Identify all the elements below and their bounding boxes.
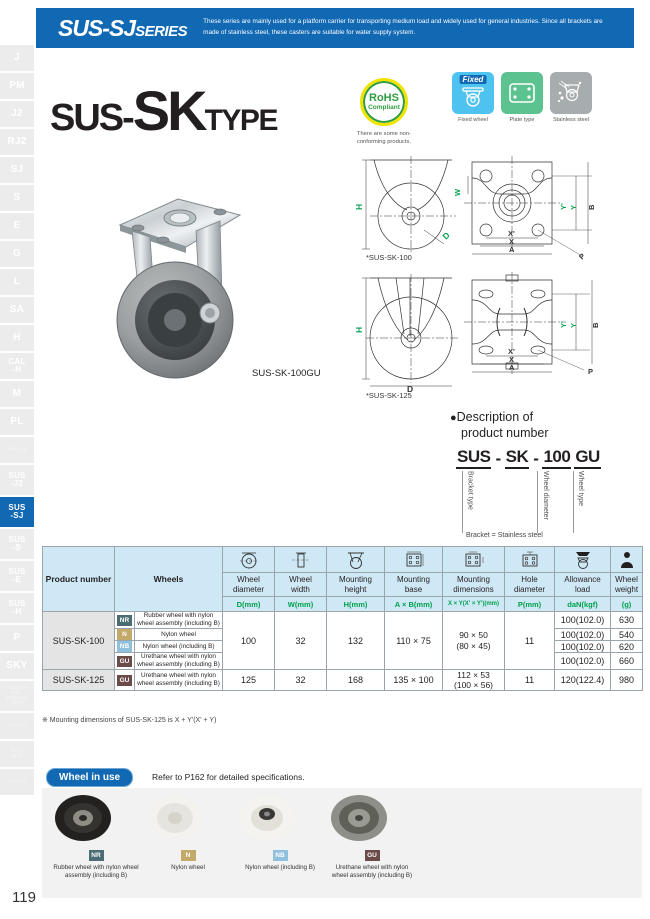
- sidebar-item-g[interactable]: [0, 241, 34, 267]
- sidebar-item-special[interactable]: [0, 713, 34, 739]
- header-name-line1: Mounting: [339, 574, 372, 584]
- svg-text:W: W: [453, 188, 462, 196]
- product-photo-label: SUS-SK-100GU: [252, 368, 321, 379]
- cell-product-number: SUS-SK-100: [43, 612, 115, 670]
- sidebar-item-label: SJ: [10, 164, 24, 175]
- sidebar-item-label: SA: [9, 304, 25, 315]
- rohs-note: There are some non-conforming products.: [356, 131, 412, 146]
- cell-wheel-description: Rubber wheel with nylon wheel assembly (including B): [135, 612, 223, 629]
- plate-type-icon: [501, 72, 543, 114]
- wheel-code-badge: GU: [117, 675, 132, 686]
- cell-wheel-width: 32: [275, 612, 327, 670]
- badge-caption-stainless-steel: Stainless steel: [552, 117, 590, 123]
- sidebar-item-label: SKY: [6, 660, 28, 671]
- header-name-line1: Wheel: [615, 574, 638, 584]
- wheel-code-badge: N: [117, 629, 132, 640]
- cell-wheel-weight: 660: [611, 653, 643, 670]
- cell-mounting-height: 168: [327, 670, 385, 691]
- header-name-4: [443, 573, 505, 597]
- wheel-in-use-item-nb: [236, 794, 324, 881]
- drawing-caption-top: *SUS-SK-100: [366, 253, 412, 262]
- wheel-code-badge: [144, 844, 232, 862]
- description-box-title: [450, 410, 646, 441]
- sidebar-item-label: SUS: [8, 535, 26, 544]
- sidebar-item-e[interactable]: [0, 213, 34, 239]
- wheel-in-use-panel: [42, 788, 642, 898]
- sidebar-item-label: Special: [7, 722, 27, 729]
- sidebar-item-label: -E: [12, 575, 22, 584]
- cell-wheel-weight: 980: [611, 670, 643, 691]
- header-name-line2: width: [291, 584, 310, 594]
- pn-segment-type: SK: [505, 447, 530, 469]
- svg-text:H: H: [354, 326, 364, 333]
- header-name-line1: Mounting: [457, 574, 490, 584]
- svg-text:B: B: [591, 322, 600, 328]
- pn-segment-diameter: 100: [542, 447, 571, 469]
- cell-allowance-load: 120(122.4): [555, 670, 611, 691]
- allowance-load-icon: [555, 547, 611, 573]
- rohs-compliant-block: [348, 78, 420, 147]
- wheel-in-use-item-nr: [52, 794, 140, 881]
- cell-allowance-load: 100(102.0): [555, 641, 611, 653]
- wheel-in-use-item-gu: [328, 794, 416, 881]
- header-name-line1: Mounting: [397, 574, 430, 584]
- wheel-weight-icon: [611, 547, 643, 573]
- header-unit-3: A × B(mm): [385, 597, 443, 612]
- stainless-steel-icon: [550, 72, 592, 114]
- wheel-code-label: NB: [273, 850, 288, 861]
- svg-text:Y': Y': [559, 203, 568, 210]
- sidebar-item-label: PM: [9, 80, 25, 91]
- sidebar-item-sus--j2[interactable]: [0, 465, 34, 495]
- header-name-line1: Allowance: [564, 574, 601, 584]
- sidebar-item-l[interactable]: [0, 269, 34, 295]
- header-unit-4: X × Y(X' × Y')(mm): [443, 597, 505, 612]
- description-title-line1: Description of: [456, 410, 534, 424]
- sidebar-item-easy-lock[interactable]: [0, 741, 34, 767]
- drawing-caption-bottom: *SUS-SK-125: [366, 391, 412, 400]
- svg-text:P: P: [588, 367, 594, 376]
- header-unit-0: D(mm): [223, 597, 275, 612]
- cell-wheel-code: [115, 641, 135, 653]
- cell-wheel-code: [115, 670, 135, 691]
- wheel-code-label: N: [181, 850, 196, 861]
- header-unit-1: W(mm): [275, 597, 327, 612]
- header-name-3: [385, 573, 443, 597]
- header-unit-2: H(mm): [327, 597, 385, 612]
- sidebar-item-p[interactable]: [0, 625, 34, 651]
- sidebar-item-j[interactable]: [0, 45, 34, 71]
- sidebar-item-m[interactable]: [0, 381, 34, 407]
- pn-segment-bracket: SUS: [456, 447, 491, 469]
- cell-wheel-code: [115, 629, 135, 641]
- sidebar-item-sus--e[interactable]: [0, 561, 34, 591]
- product-number-breakdown: [450, 447, 646, 469]
- cell-allowance-load: 100(102.0): [555, 612, 611, 629]
- cell-wheel-description: Urethane wheel with nylon wheel assembly (including B): [135, 653, 223, 670]
- sidebar-item-label: RJ2: [7, 136, 27, 147]
- sidebar-item-sky[interactable]: [0, 653, 34, 679]
- sidebar-item-j2[interactable]: [0, 101, 34, 127]
- sidebar-item-s[interactable]: [0, 185, 34, 211]
- sidebar-item-label: CAL: [8, 357, 26, 366]
- wheel-code-badge: NR: [117, 615, 132, 626]
- bracket-material-note: Bracket = Stainless steel: [466, 532, 543, 539]
- table-header-icon-row: [43, 547, 643, 573]
- sidebar-item-label: -SJ: [10, 511, 24, 520]
- cell-wheel-description: Nylon wheel (including B): [135, 641, 223, 653]
- page-title-prefix: SUS-: [50, 97, 133, 139]
- cell-mounting-base: 110 × 75: [385, 612, 443, 670]
- badge-caption-plate-type: Plate type: [509, 117, 535, 123]
- header-name-0: [223, 573, 275, 597]
- cell-wheel-code: [115, 612, 135, 629]
- cell-wheel-width: 32: [275, 670, 327, 691]
- badge-stainless-steel: [550, 72, 592, 124]
- wheel-code-label: GU: [365, 850, 380, 861]
- sidebar-item-sus--h[interactable]: [0, 593, 34, 623]
- hole-diameter-icon: [505, 547, 555, 573]
- sidebar-item-label: SUS: [8, 503, 26, 512]
- svg-text:D: D: [440, 230, 452, 242]
- sidebar-item-label: SUS: [8, 471, 26, 480]
- sidebar-item-label: SUS: [8, 599, 26, 608]
- sidebar-item-label: -H: [12, 607, 22, 616]
- page-number: 119: [12, 889, 36, 906]
- table-row: [43, 670, 643, 691]
- header-product-number: Product number: [43, 547, 115, 612]
- sidebar-item-label: lock: [11, 753, 23, 759]
- legend-wheel-diameter: Wheel diameter: [537, 471, 548, 533]
- sidebar-item-sus--sj[interactable]: [0, 497, 34, 527]
- wheel-diameter-icon: [223, 547, 275, 573]
- header-name-line2: dimensions: [453, 584, 494, 594]
- wheel-caption: Nylon wheel: [171, 864, 205, 871]
- header-name-2: [327, 573, 385, 597]
- series-header-banner: [36, 8, 634, 48]
- svg-text:A: A: [509, 245, 515, 254]
- product-number-description-box: [450, 410, 646, 533]
- pn-segment-wheel-type: GU: [574, 447, 601, 469]
- rohs-label-line1: RoHS: [369, 91, 399, 104]
- header-name-line2: weight: [614, 584, 639, 594]
- svg-text:Y: Y: [569, 322, 578, 328]
- series-title: [36, 15, 187, 42]
- page-title: [50, 78, 277, 143]
- bullet-icon: ●: [450, 412, 457, 424]
- header-name-line1: Hole: [521, 574, 538, 584]
- header-name-6: [555, 573, 611, 597]
- description-title-line2: product number: [461, 425, 549, 440]
- mounting-dimensions-icon: [443, 547, 505, 573]
- table-footnote: ※ Mounting dimensions of SUS-SK-125 is X + Y'(X' + Y): [42, 717, 217, 724]
- header-name-line2: diameter: [513, 584, 546, 594]
- rohs-label-line2: Compliant: [368, 103, 400, 111]
- page-title-model: SK: [132, 79, 205, 142]
- cell-wheel-diameter: 125: [223, 670, 275, 691]
- sidebar-item-label: Easy: [10, 748, 24, 754]
- sidebar-item-label: -S: [12, 543, 22, 552]
- wheel-width-icon: [275, 547, 327, 573]
- fixed-wheel-icon: [452, 72, 494, 114]
- cell-wheel-weight: 630: [611, 612, 643, 629]
- legend-wheel-type: Wheel type: [573, 471, 584, 533]
- cell-mounting-height: 132: [327, 612, 385, 670]
- mounting-base-icon: [385, 547, 443, 573]
- sidebar-item-label: L: [13, 276, 21, 287]
- wheel-photo-nr: [52, 794, 140, 842]
- product-photo: [108, 185, 273, 385]
- legend-bracket-type: Bracket type: [462, 471, 473, 533]
- cell-wheel-weight: 620: [611, 641, 643, 653]
- svg-text:X': X': [508, 229, 515, 238]
- pn-dash-2: -: [533, 449, 539, 469]
- sidebar-item-label: M: [12, 388, 22, 399]
- wheel-in-use-item-n: [144, 794, 232, 881]
- sidebar-item-sj[interactable]: [0, 157, 34, 183]
- series-title-suffix: SERIES: [135, 22, 188, 40]
- fixed-tag-label: Fixed: [460, 75, 487, 84]
- header-name-line2: load: [574, 584, 591, 594]
- wheel-photo-gu: [328, 794, 416, 842]
- sidebar-item-sus--s[interactable]: [0, 529, 34, 559]
- sidebar-item-label: Wheels: [7, 778, 27, 785]
- sidebar-item-label: H: [13, 332, 21, 343]
- svg-text:X': X': [508, 347, 515, 356]
- svg-text:B: B: [587, 204, 596, 210]
- svg-text:Y: Y: [569, 204, 578, 210]
- wheel-in-use-label: Wheel in use: [46, 768, 133, 787]
- feature-badges: [452, 72, 592, 124]
- cell-mounting-dimensions: 112 × 53 (100 × 56): [443, 670, 505, 691]
- wheel-photo-n: [144, 794, 232, 842]
- product-number-legends: [450, 471, 646, 533]
- header-name-5: [505, 573, 555, 597]
- header-name-1: [275, 573, 327, 597]
- badge-plate-type: [501, 72, 543, 124]
- sidebar-item-label: -J2: [10, 479, 24, 488]
- sidebar-item-label: Support with adjuster foot: [6, 685, 28, 706]
- svg-text:D: D: [407, 384, 414, 394]
- specification-table: [42, 546, 643, 691]
- table-row: [43, 612, 643, 629]
- sidebar-item-wheels[interactable]: [0, 769, 34, 795]
- sidebar-item-label: G: [12, 248, 22, 259]
- header-name-7: [611, 573, 643, 597]
- svg-text:X: X: [509, 355, 515, 364]
- cell-wheel-weight: 540: [611, 629, 643, 641]
- wheel-in-use-items: [42, 788, 642, 881]
- header-unit-7: (g): [611, 597, 643, 612]
- header-unit-5: P(mm): [505, 597, 555, 612]
- cell-allowance-load: 100(102.0): [555, 629, 611, 641]
- sidebar-item-label: J2: [11, 108, 23, 119]
- table-head: [43, 547, 643, 612]
- header-name-line2: height: [344, 584, 367, 594]
- pn-dash-1: -: [495, 449, 501, 469]
- cell-wheel-code: [115, 653, 135, 670]
- wheel-in-use-reference: Refer to P162 for detailed specifications.: [152, 772, 305, 782]
- sidebar-tabs: [0, 45, 36, 797]
- sidebar-item-label: S: [13, 192, 21, 203]
- series-title-main: SUS-SJ: [58, 14, 136, 41]
- sidebar-item-support-with-adjuster-foot[interactable]: [0, 681, 34, 711]
- svg-text:X: X: [509, 237, 515, 246]
- rohs-icon: [360, 78, 408, 126]
- sidebar-item-label: E: [13, 220, 21, 231]
- sidebar-item-label: P: [13, 632, 21, 643]
- sidebar-item-label: Silence: [7, 446, 27, 453]
- svg-text:H: H: [354, 203, 364, 210]
- page-title-suffix: TYPE: [204, 104, 277, 137]
- cell-mounting-dimensions: 90 × 50 (80 × 45): [443, 612, 505, 670]
- svg-text:P: P: [577, 251, 587, 262]
- sidebar-item-sa[interactable]: [0, 297, 34, 323]
- cell-hole-diameter: 11: [505, 612, 555, 670]
- header-unit-6: daN(kgf): [555, 597, 611, 612]
- mounting-height-icon: [327, 547, 385, 573]
- wheel-code-label: NR: [89, 850, 104, 861]
- wheel-photo-nb: [236, 794, 324, 842]
- sidebar-item-rj2[interactable]: [0, 129, 34, 155]
- cell-wheel-description: Nylon wheel: [135, 629, 223, 641]
- wheel-caption: Urethane wheel with nylon wheel assembly (including B): [331, 864, 413, 880]
- sidebar-item-silence[interactable]: [0, 437, 34, 463]
- table-body: [43, 612, 643, 691]
- cell-wheel-diameter: 100: [223, 612, 275, 670]
- sidebar-item-label: PL: [10, 416, 24, 427]
- wheel-caption: Rubber wheel with nylon wheel assembly (including B): [53, 864, 139, 880]
- wheel-code-badge: [236, 844, 324, 862]
- header-name-line2: base: [404, 584, 423, 594]
- badge-caption-fixed-wheel: Fixed wheel: [458, 117, 488, 123]
- wheel-caption: Nylon wheel (including B): [245, 864, 315, 871]
- header-wheels: Wheels: [115, 547, 223, 612]
- badge-fixed-wheel: [452, 72, 494, 124]
- cell-hole-diameter: 11: [505, 670, 555, 691]
- specification-table-wrapper: [42, 546, 642, 691]
- wheel-code-badge: [52, 844, 140, 862]
- technical-drawings: [352, 148, 648, 400]
- sidebar-item-label: SUS: [8, 567, 26, 576]
- header-name-line2: diameter: [232, 584, 265, 594]
- sidebar-item-pl[interactable]: [0, 409, 34, 435]
- sidebar-item-label: -H: [12, 365, 22, 374]
- svg-text:Y': Y': [559, 321, 568, 328]
- wheel-code-badge: NB: [117, 641, 132, 652]
- series-description: These series are mainly used for a platform carrier for transporting medium load and widely used for general industries. Since all brackets are made of stainless steel, these casters are suitable for water supply system.: [203, 18, 603, 36]
- svg-text:A: A: [509, 363, 515, 372]
- cell-product-number: SUS-SK-125: [43, 670, 115, 691]
- header-name-line1: Wheel: [237, 574, 260, 584]
- cell-allowance-load: 100(102.0): [555, 653, 611, 670]
- sidebar-item-h[interactable]: [0, 325, 34, 351]
- wheel-code-badge: [328, 844, 416, 862]
- sidebar-item-label: J: [14, 52, 20, 63]
- cell-wheel-description: Urethane wheel with nylon wheel assembly (including B): [135, 670, 223, 691]
- cell-mounting-base: 135 × 100: [385, 670, 443, 691]
- header-name-line1: Wheel: [289, 574, 312, 584]
- sidebar-item-cal--h[interactable]: [0, 353, 34, 379]
- sidebar-item-pm[interactable]: [0, 73, 34, 99]
- wheel-code-badge: GU: [117, 656, 132, 667]
